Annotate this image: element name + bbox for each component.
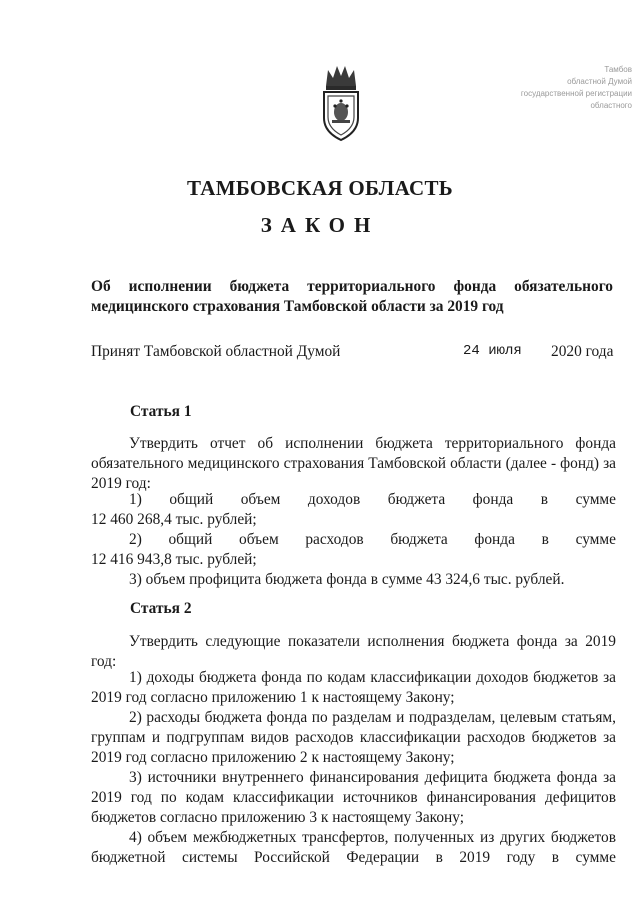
document-type-title: ЗАКОН [260,213,380,237]
article-2-item-2: 2) расходы бюджета фонда по разделам и подразделам, целевым статьям, группам и подгруппам видов расходов классификации расходов бюджетов за 2019 год согласно приложению 2 к настоящему Закону; [91,709,616,766]
adoption-year: 2020 года [551,343,614,360]
article-2-heading: Статья 2 [130,600,192,617]
article-1-item-2-amount: 12 416 943,8 тыс. рублей; [91,551,257,568]
adoption-day-month: 24 июля [463,343,522,359]
article-1-item-3: 3) объем профицита бюджета фонда в сумме 43 324,6 тыс. рублей. [129,571,565,588]
article-1-item-1: 1) общий объем доходов бюджета фонда в сумме [129,491,616,508]
article-2-item-3: 3) источники внутреннего финансирования дефицита бюджета фонда за 2019 год по кодам классификации источников финансирования дефицитов бюджетов согласно приложению 3 к настоящему Закону; [91,769,616,826]
law-subject: Об исполнении бюджета территориального фонда обязательного медицинского страхования Тамбовской области за 2019 год [91,278,613,315]
stamp-line: областной Думой [567,77,632,86]
tambov-coat-of-arms-icon [318,62,364,142]
article-2-intro: Утвердить следующие показатели исполнения бюджета фонда за 2019 год: [91,633,616,670]
registration-stamp [482,64,632,112]
article-1-intro: Утвердить отчет об исполнении бюджета территориального фонда обязательного медицинского страхования Тамбовской области (далее - фонд) за 2019 год: [91,435,616,492]
article-1-item-1-amount: 12 460 268,4 тыс. рублей; [91,511,257,528]
coat-of-arms-emblem [318,62,364,142]
article-1-item-2: 2) общий объем расходов бюджета фонда в сумме [129,531,616,548]
article-1-heading: Статья 1 [130,403,192,420]
article-2-item-4: 4) объем межбюджетных трансфертов, полученных из других бюджетов бюджетной системы Российской Федерации в 2019 году в сумме [91,829,616,866]
article-2-item-1: 1) доходы бюджета фонда по кодам классификации доходов бюджетов за 2019 год согласно приложению 1 к настоящему Закону; [91,669,616,706]
stamp-line: Тамбов [604,65,632,74]
stamp-line: государственной регистрации областного [520,89,632,110]
region-title: ТАМБОВСКАЯ ОБЛАСТЬ [187,176,453,200]
adoption-text: Принят Тамбовской областной Думой [91,343,341,360]
